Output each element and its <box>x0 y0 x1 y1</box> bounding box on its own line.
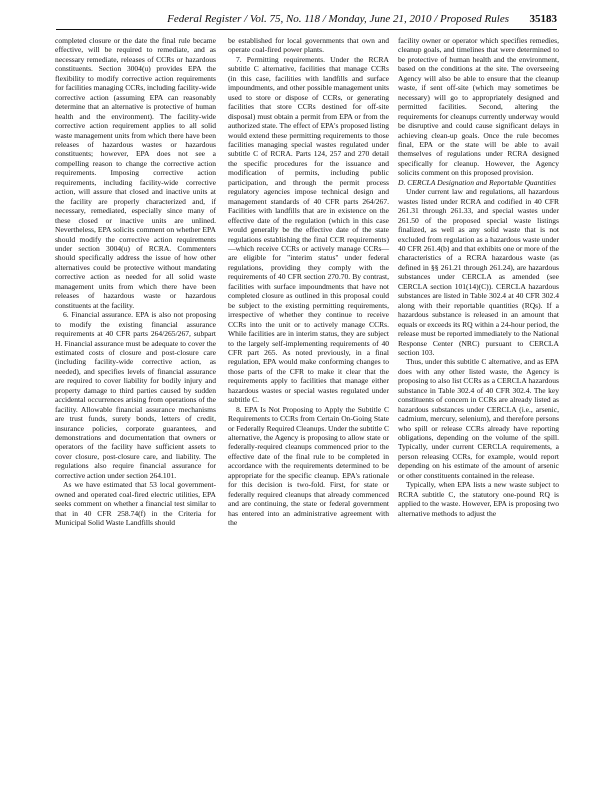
section-heading: D. CERCLA Designation and Reportable Quantities <box>398 177 556 187</box>
text-column-3 <box>398 36 559 518</box>
page-header <box>56 13 557 30</box>
paragraph: completed closure or the date the final rule became effective, will be required to remediate, and as necessary remediate, releases of CCRs or hazardous constituents. Section 3004(u) provides EPA the flexibility to modify corrective action requirements for facilities managing CCRs, including facility-wide corrective action (assuming EPA can reasonably determine that an alternative is protective of human health and the environment). The facility-wide corrective action requirement applies to all solid waste management units from which there have been releases of hazardous wastes or hazardous constituents; however, EPA does not see a compelling reason to change the corrective action requirements. Imposing corrective action requirements, including facility-wide corrective action, will assure that closed and inactive units at the facility are properly characterized and, if necessary, remediated, especially since many of these closed or inactive units are unlined. Nevertheless, EPA solicits comment on whether EPA should modify the corrective action requirements under section 3004(u) of RCRA. Commenters should specifically address the issue of how other alternatives could be protective without mandating corrective action as needed for all solid waste management units from which there have been releases of hazardous waste or hazardous constituents at the facility. <box>55 36 216 310</box>
paragraph: be established for local governments that own and operate coal-fired power plants. <box>228 36 389 55</box>
paragraph: facility owner or operator which specifies remedies, cleanup goals, and timelines that were determined to be protective of human health and the environment, based on the conditions at the site. The overseeing Agency will also be able to ensure that the cleanup waste, if sent off-site (which may sometimes be necessary) will go to appropriately designed and permitted facilities. Second, altering the requirements for cleanups currently underway would be disruptive and could cause significant delays in achieving clean-up goals. Once the rule becomes final, EPA or the state will be able to avail themselves of regulations under RCRA designed specifically for cleanup. However, the Agency solicits comment on this proposed provision. <box>398 36 559 178</box>
paragraph: Thus, under this subtitle C alternative, and as EPA does with any other listed waste, the Agency is proposing to also list CCRs as a CERCLA hazardous substance in Table 302.4 of 40 CFR 302.4. The key constituents of concern in CCRs are already listed as hazardous substances under CERCLA (i.e., arsenic, cadmium, mercury, selenium), and therefore persons who spill or release CCRs already have reporting obligations, depending on the volume of the spill. Typically, under current CERCLA requirements, a person releasing CCRs, for example, would report depending on his estimate of the amount of arsenic or other constituents contained in the release. <box>398 357 559 480</box>
paragraph: 8. EPA Is Not Proposing to Apply the Subtitle C Requirements to CCRs from Certain On-Going State or Federally Required Cleanups. Under the subtitle C alternative, the Agency is proposing to allow state or federally-required cleanups commenced prior to the effective date of the final rule to be completed in accordance with the requirements determined to be appropriate for the specific cleanup. EPA's rationale for this decision is two-fold. First, for state or federally required cleanups that already commenced and are continuing, the state or federal government has entered into an administrative agreement with the <box>228 404 389 528</box>
page-number: 35183 <box>529 13 557 25</box>
text-column-2 <box>228 36 389 528</box>
paragraph: Typically, when EPA lists a new waste subject to RCRA subtitle C, the statutory one-pound RQ is applied to the waste. However, EPA is proposing two alternative methods to adjust the <box>398 480 559 518</box>
paragraph: As we have estimated that 53 local government-owned and operated coal-fired electric utilities, EPA seeks comment on whether a financial test similar to that in 40 CFR 258.74(f) in the Criteria for Municipal Solid Waste Landfills should <box>55 480 216 528</box>
paragraph: 6. Financial assurance. EPA is also not proposing to modify the existing financial assurance requirements at 40 CFR parts 264/265/267, subpart H. Financial assurance must be adequate to cover the estimated costs of closure and post-closure care (including facility-wide corrective action, as needed), and specifies levels of financial assurance are required to cover liability for bodily injury and property damage to third parties caused by sudden accidental occurrences arising from operations of the facility. Allowable financial assurance mechanisms are trust funds, surety bonds, letters of credit, insurance policies, corporate guarantees, and demonstrations and documentation that owners or operators of the facility have sufficient assets to cover closure, post-closure care, and liability. The regulations also require financial assurance for corrective action under section 264.101. <box>55 310 216 480</box>
paragraph: 7. Permitting requirements. Under the RCRA subtitle C alternative, facilities that manage CCRs (in this case, facilities with landfills and surface impoundments, and other possible management units used to store or dispose of CCRs, or generating facilities that store CCRs destined for off-site disposal) must obtain a permit from EPA or from the authorized state. The effect of EPA's proposed listing would extend these permitting requirements to those facilities managing special wastes regulated under subtitle C of RCRA. Parts 124, 257 and 270 detail the specific procedures for the issuance and modification of permits, including public participation, and through the permit process regulatory agencies impose technical design and management standards of 40 CFR parts 264/267. Facilities with landfills that are in existence on the effective date of the regulation (which in this case would generally be the effective date of the state regulations establishing the final CCR requirements)—which receive CCRs or actively manage CCRs—are eligible for "interim status" under federal regulations, providing they comply with the requirements of 40 CFR section 270.70. By contrast, facilities with surface impoundments that have not completed closure as outlined in this proposal could be subject to the existing permitting requirements, irrespective of whether they continue to receive CCRs into the unit or to actively manage CCRs. While facilities are in interim status, they are subject to the largely self-implementing requirements of 40 CFR part 265. As noted previously, in a final regulation, EPA would make conforming changes to those parts of the CFR to make it clear that the requirements apply to facilities that manage either hazardous wastes or special wastes regulated under subtitle C. <box>228 54 389 405</box>
text-column-1 <box>55 36 216 528</box>
paragraph: Under current law and regulations, all hazardous wastes listed under RCRA and codified in 40 CFR 261.31 through 261.33, and special wastes under 261.50 of the proposed special waste listings finalized, as well as any solid waste that is not excluded from regulation as a hazardous waste under 40 CFR 261.4(b) and that exhibits one or more of the characteristics of a RCRA hazardous waste (as defined in §§ 261.21 through 261.24), are hazardous substances under CERCLA as amended (see CERCLA section 101(14)(C)). CERCLA hazardous substances are listed in Table 302.4 at 40 CFR 302.4 along with their reportable quantities (RQs). If a hazardous substance is released in an amount that equals or exceeds its RQ within a 24-hour period, the release must be reported immediately to the National Response Center (NRC) pursuant to CERCLA section 103. <box>398 187 559 357</box>
running-title: Federal Register / Vol. 75, No. 118 / Monday, June 21, 2010 / Proposed Rules <box>167 13 509 25</box>
